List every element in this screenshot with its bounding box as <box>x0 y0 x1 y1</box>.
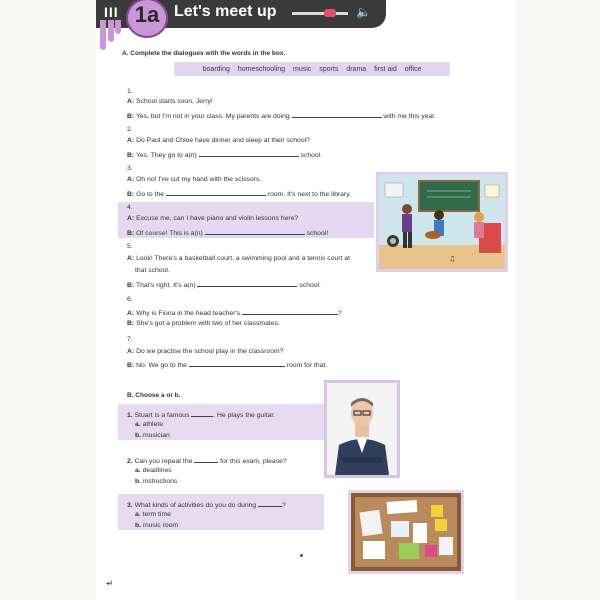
item-number: 5. <box>127 243 133 250</box>
item-number: 2. <box>127 126 133 133</box>
bulletin-board-illustration <box>351 493 461 571</box>
unit-number: 1a <box>134 2 160 27</box>
item-number: 7. <box>127 336 133 343</box>
answer-blank[interactable] <box>191 410 213 417</box>
dialogue-line-a-cont: that school. <box>135 267 170 274</box>
option-a[interactable]: a. deadlines <box>135 467 172 474</box>
unit-title: Let's meet up <box>174 3 277 20</box>
musician-portrait <box>327 383 397 475</box>
answer-blank[interactable] <box>242 308 338 315</box>
dialogue-line-b: B: Yes, but I'm not in your class. My parents are doing with me this year. <box>127 113 436 120</box>
dialogue-line-a: A: School starts soon, Jerry! <box>127 98 213 105</box>
option-a[interactable]: a. athlete <box>135 421 163 428</box>
word-box <box>174 62 450 76</box>
item-number: 6. <box>127 296 133 303</box>
music-class-illustration <box>379 175 505 269</box>
dialogue-line-b: B: Yes. They go to a(n) school. <box>127 152 323 159</box>
word-box-item: music <box>292 65 312 73</box>
option-a[interactable]: a. term time <box>135 511 171 518</box>
question: 1. Stuart is a famous . He plays the guitar. <box>127 412 276 419</box>
paint-drips <box>100 20 122 50</box>
dialogue-line-a: A: Do we practise the school play in the classroom? <box>127 348 284 355</box>
option-b[interactable]: b. music room <box>135 522 179 529</box>
question: 2. Can you repeat the for this exam, please? <box>127 458 287 465</box>
section-a-instruction: A. Complete the dialogues with the words in the box. <box>122 50 286 57</box>
answer-blank[interactable] <box>197 280 297 287</box>
word-box-item: homeschooling <box>237 65 285 73</box>
answer-blank[interactable] <box>166 189 266 196</box>
audio-slider[interactable] <box>292 12 348 15</box>
answer-blank[interactable] <box>189 360 285 367</box>
musician-photo <box>324 380 400 478</box>
option-b[interactable]: b. instructions <box>135 478 178 485</box>
word-box-item: drama <box>346 65 367 73</box>
page-dot <box>300 554 303 557</box>
dialogue-line-a: A: Do Paul and Chloe have dinner and sleep at their school? <box>127 137 310 144</box>
menu-bars-icon: III <box>104 4 119 20</box>
music-class-photo <box>376 172 508 272</box>
word-box-item: sports <box>319 65 339 73</box>
answer-blank[interactable] <box>258 500 282 507</box>
answer-blank[interactable] <box>194 456 218 463</box>
item-number: 1. <box>127 88 133 95</box>
word-box-item: boarding <box>202 65 230 73</box>
dialogue-line-a: A: Look! There's a basketball court, a swimming pool and a tennis court at <box>127 255 350 262</box>
question: 3. What kinds of activities do you do during ? <box>127 502 286 509</box>
dialogue-line-b: B: Of course! This is a(n) school! <box>127 230 329 237</box>
dialogue-line-b: B: She's got a problem with two of her classmates. <box>127 320 280 327</box>
word-box-item: first aid <box>374 65 397 73</box>
answer-blank[interactable] <box>199 150 299 157</box>
audio-slider-knob[interactable] <box>324 9 336 17</box>
bulletin-board-photo <box>348 490 464 574</box>
word-box-item: office <box>404 65 422 73</box>
speaker-icon[interactable]: 🔈 <box>356 5 371 19</box>
option-b[interactable]: b. musician <box>135 432 170 439</box>
dialogue-line-a: A: Oh no! I've cut my hand with the scissors. <box>127 176 262 183</box>
answer-blank[interactable] <box>292 111 382 118</box>
page-number: ◂4 <box>106 581 113 587</box>
dialogue-line-a: A: Why is Fiona in the head teacher's ? <box>127 310 342 317</box>
dialogue-line-a: A: Excuse me, can I have piano and violin lessons here? <box>127 215 299 222</box>
svg-text:♫: ♫ <box>449 255 456 263</box>
answer-blank[interactable] <box>205 228 305 235</box>
dialogue-line-b: B: No. We go to the room for that. <box>127 362 328 369</box>
section-b-instruction: B. Choose a or b. <box>127 392 181 399</box>
dialogue-line-b: B: That's right. It's a(n) school. <box>127 282 321 289</box>
item-number: 3. <box>127 165 133 172</box>
dialogue-line-b: B: Go to the room. It's next to the library. <box>127 191 351 198</box>
item-number: 4. <box>127 204 133 211</box>
